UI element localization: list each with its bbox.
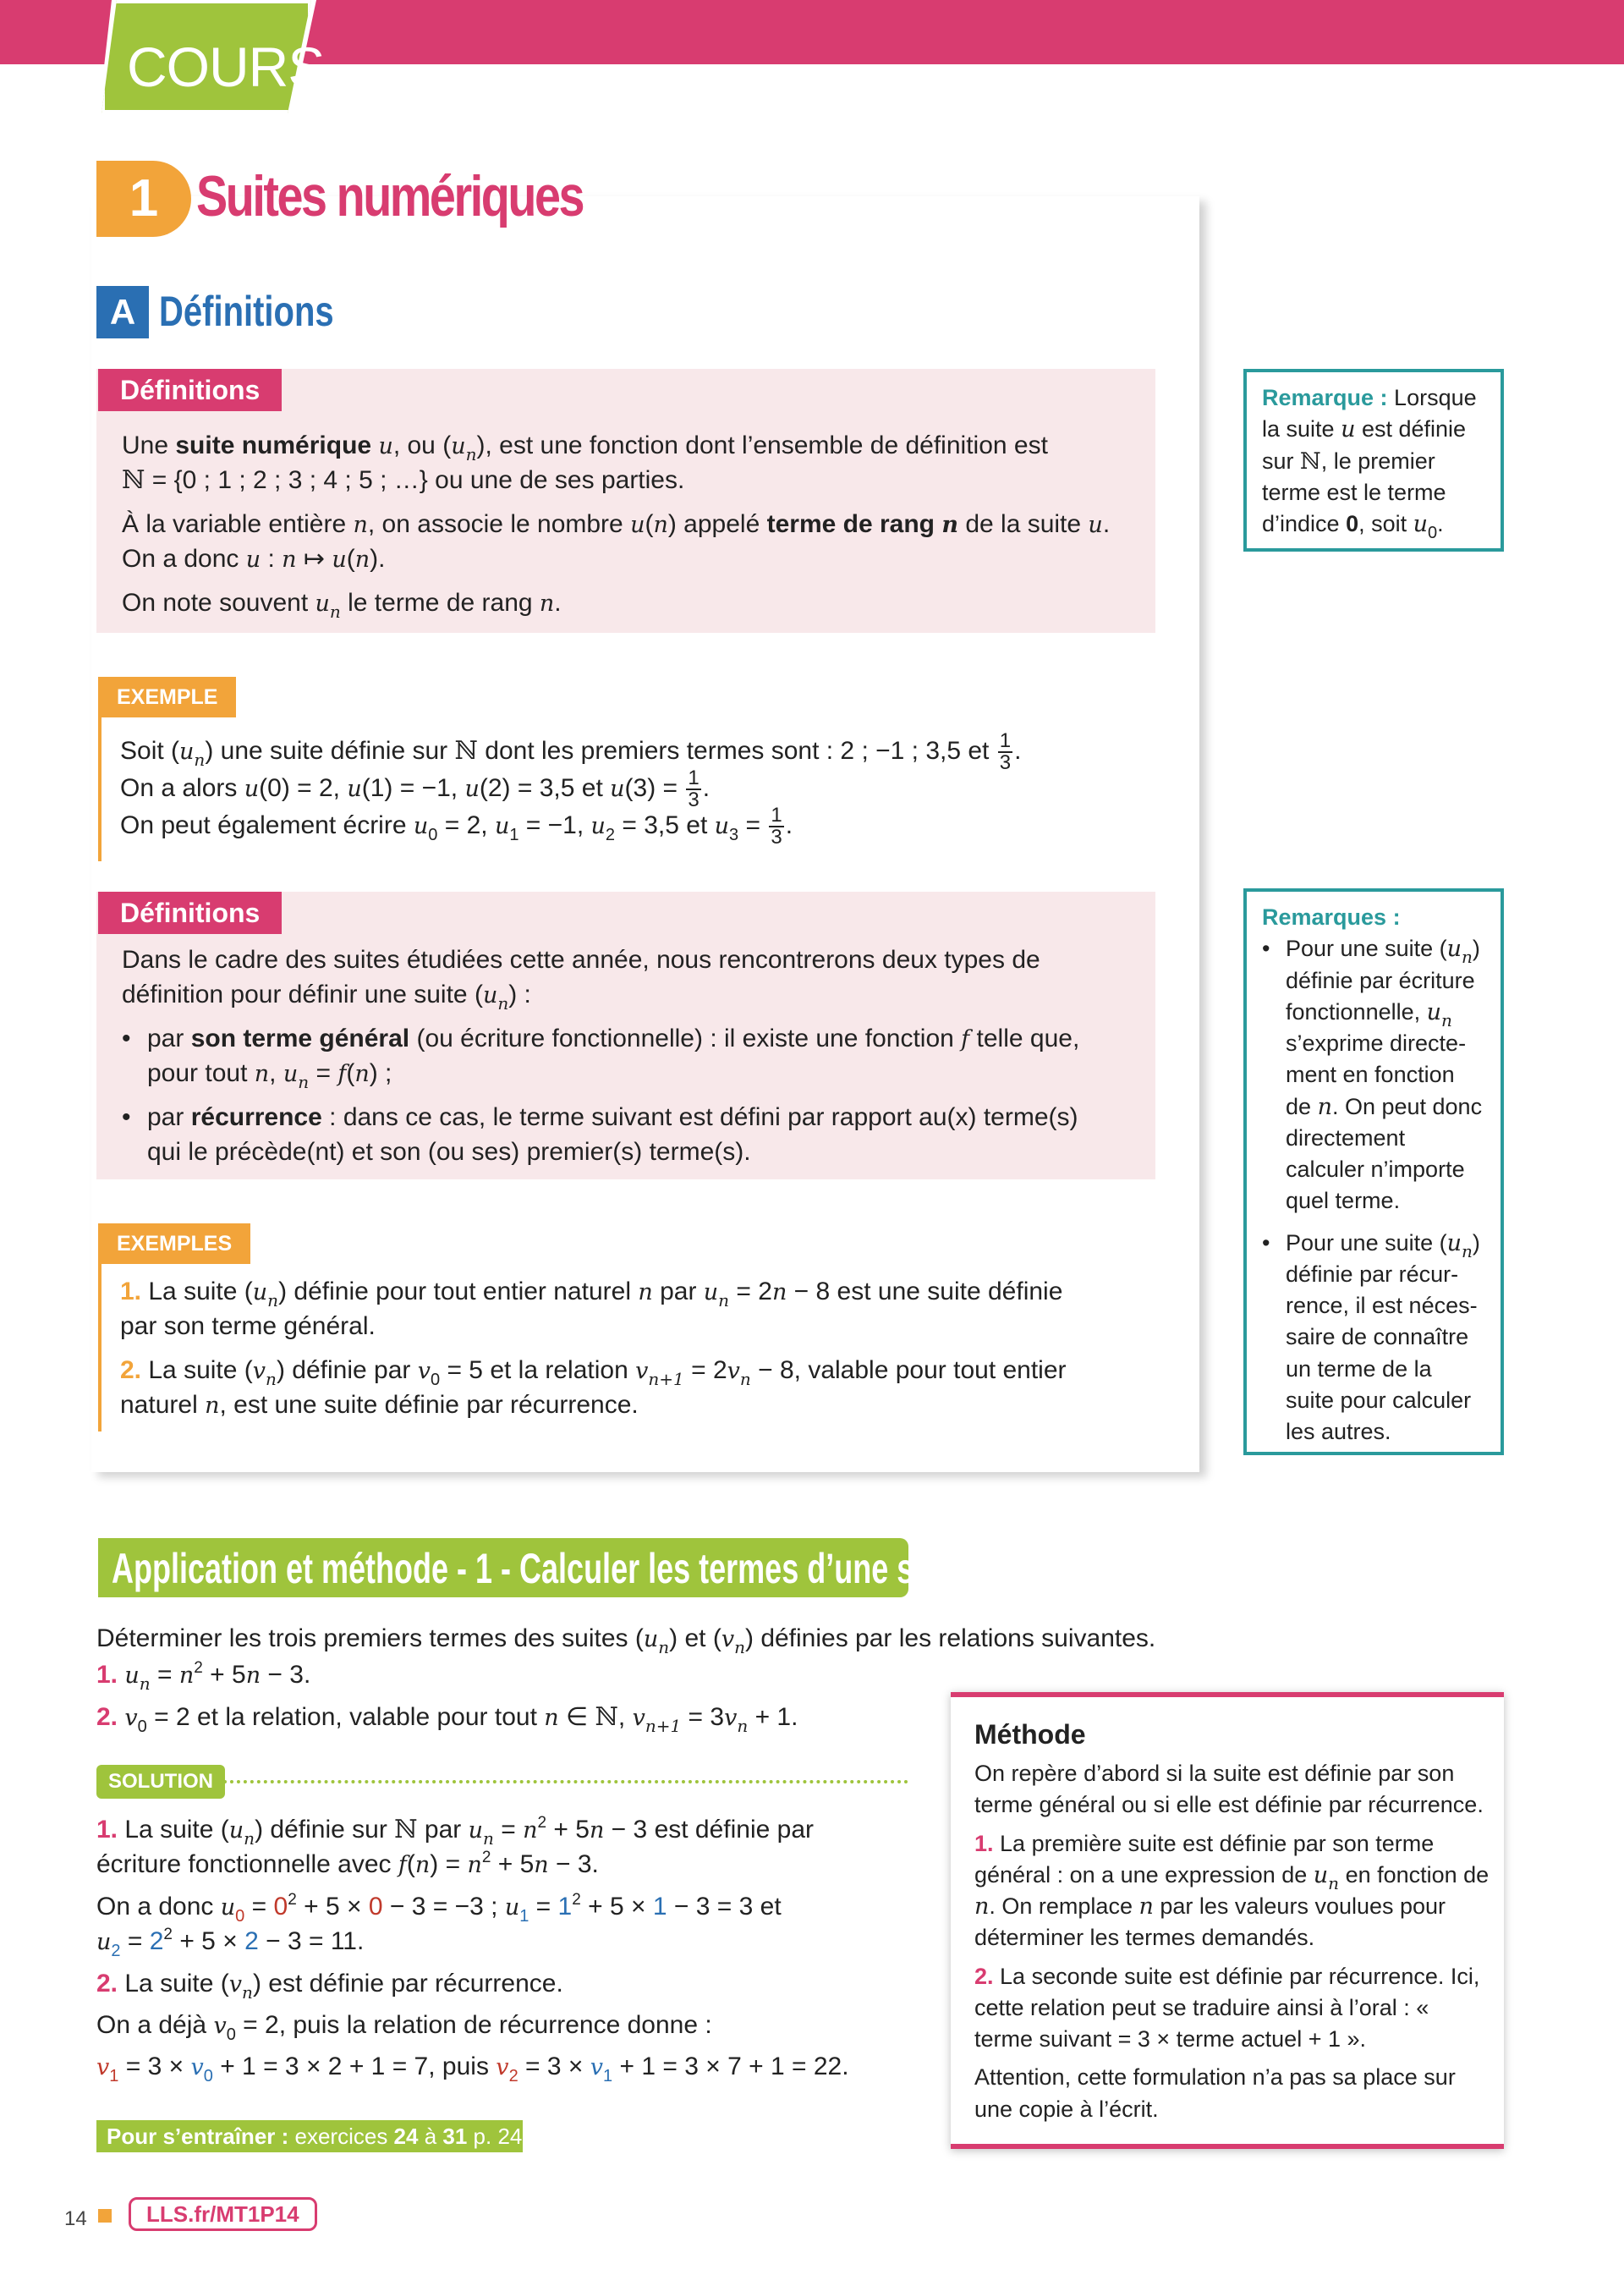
application-statement: Déterminer les trois premiers termes des suites $(u_n)$ et $(v_n)$ définies par les relations suivantes. 1. $u_n = n^2 + 5n - 3$. 2. $v_0 = 2$ et la relation, valable pour tout n ∈ ℕ, $v_{n+1} = 3v_n + 1$. xyxy=(96,1624,1156,1736)
section-title: Suites numériques xyxy=(196,164,584,228)
practice-link[interactable]: Pour s’entraîner : exercices 24 à 31 p. 24 xyxy=(96,2120,523,2152)
definition-text-2: Dans le cadre des suites étudiées cette année, nous rencontrerons deux types de définition pour définir une suite $(u_n)$ : • par son terme général (ou écriture fonctionnelle) : il existe une fonction f telle que, pour tout n, $u_n = f(n)$ ; • par récurrence : dans ce cas, le terme suivant est défini par rapport au(x) terme(s) qui le précède(nt) et son (ou ses) premier(s) terme(s). xyxy=(122,942,1145,1169)
subsection-letter: A xyxy=(96,286,149,338)
remark-box-2: Remarques : • Pour une suite $(u_n)$ définie par écriture fonctionnelle, $u_n$ s’exprime directe-ment en fonction de n. On peut donc directement calculer n’importe quel terme. • Pour une suite $(u_n)$ définie par récur-rence, il est néces-saire de connaître un terme de la suite pour calculer les autres. xyxy=(1243,888,1504,1455)
lls-link[interactable]: LLS.fr/MT1P14 xyxy=(129,2197,317,2231)
method-title: Méthode xyxy=(974,1719,1086,1750)
solution-divider xyxy=(223,1780,908,1783)
remark-box-1: Remarque : Lorsque la suite u est définie sur ℕ, le premier terme est le terme d’indice 0, soit $u_0$. xyxy=(1243,369,1504,552)
page-number: 14 xyxy=(64,2207,87,2230)
subsection-title: Définitions xyxy=(159,288,334,335)
cours-label: COURS xyxy=(127,36,325,98)
section-number: 1 xyxy=(96,161,191,237)
bullet-general-term: • par son terme général (ou écriture fonctionnelle) : il existe une fonction f telle que, xyxy=(122,1021,1145,1056)
solution-text: 1. La suite $(u_n)$ définie sur ℕ par $u_n = n^2 + 5n - 3$ est définie par écriture fonctionnelle avec $f(n) = n^2 + 5n - 3$. On a donc $u_0 = 0^2 + 5 \times 0 - 3 = -3$ ; $u_1 = 1^2 + 5 \times 1 - 3 = 3$ et $u_2 = 2^2 + 5 \times 2 - 3 = 11$. 2. La suite $(v_n)$ est définie par récurrence. On a déjà $v_0 = 2$, puis la relation de récurrence donne : $v_1 = 3 \times v_0 + 1 = 3 \times 2 + 1 = 7$, puis $v_2 = 3 \times v_1 + 1 = 3 \times 7 + 1 = 22$. xyxy=(96,1814,849,2086)
page-marker-icon xyxy=(98,2209,112,2223)
example-label-1: EXEMPLE xyxy=(98,677,236,717)
method-text: On repère d’abord si la suite est définie par son terme général ou si elle est définie par récurrence. 1. La première suite est définie par son terme général : on a une expression de $u_n$ en fonction de n. On remplace n par les valeurs voulues pour déterminer les termes demandés. 2. La seconde suite est définie par récurrence. Ici, cette relation peut se traduire ainsi à l’oral : « terme suivant = 3 × terme actuel + 1 ». Attention, cette formulation n’a pas sa place sur une copie à l’écrit. xyxy=(974,1761,1490,2122)
definition-label-1: Définitions xyxy=(98,369,282,411)
example-text-1: Soit $(u_n)$ une suite définie sur ℕ dont les premiers termes sont : 2 ; −1 ; 3,5 et $\frac{1}{3}$ . On a alors u(0) = 2, u(1) = −1, u(2) = 3,5 et u(3) = $\frac{1}{3}$ . On peut également écrire $u_0 = 2$, $u_1 = -1$, $u_2 = 3,5$ et $u_3$ = $\frac{1}{3}$ . xyxy=(120,729,1022,849)
solution-label: SOLUTION xyxy=(96,1765,225,1799)
application-title: Application et méthode - 1 - Calculer les termes d’une suite xyxy=(112,1545,968,1592)
definition-text-1: Une suite numérique u, ou $(u_n)$, est une fonction dont l’ensemble de définition est ℕ = {0 ; 1 ; 2 ; 3 ; 4 ; 5 ; …} ou une de ses parties. À la variable entière n, on associe le nombre u(n) appelé terme de rang n de la suite u. On a donc u : n ↦ u(n). On note souvent $u_n$ le terme de rang n. xyxy=(122,431,1111,622)
example-text-2: 1. La suite $(u_n)$ définie pour tout entier naturel n par $u_n = 2n - 8$ est une suite définie par son terme général. 2. La suite $(v_n)$ définie par $v_0 = 5$ et la relation $v_{n+1} = 2v_n - 8$, valable pour tout entier naturel n, est une suite définie par récurrence. xyxy=(120,1278,1067,1420)
example-label-2: EXEMPLES xyxy=(98,1223,250,1264)
bullet-recurrence: • par récurrence : dans ce cas, le terme suivant est défini par rapport au(x) terme(s) xyxy=(122,1100,1145,1135)
definition-label-2: Définitions xyxy=(98,892,282,934)
